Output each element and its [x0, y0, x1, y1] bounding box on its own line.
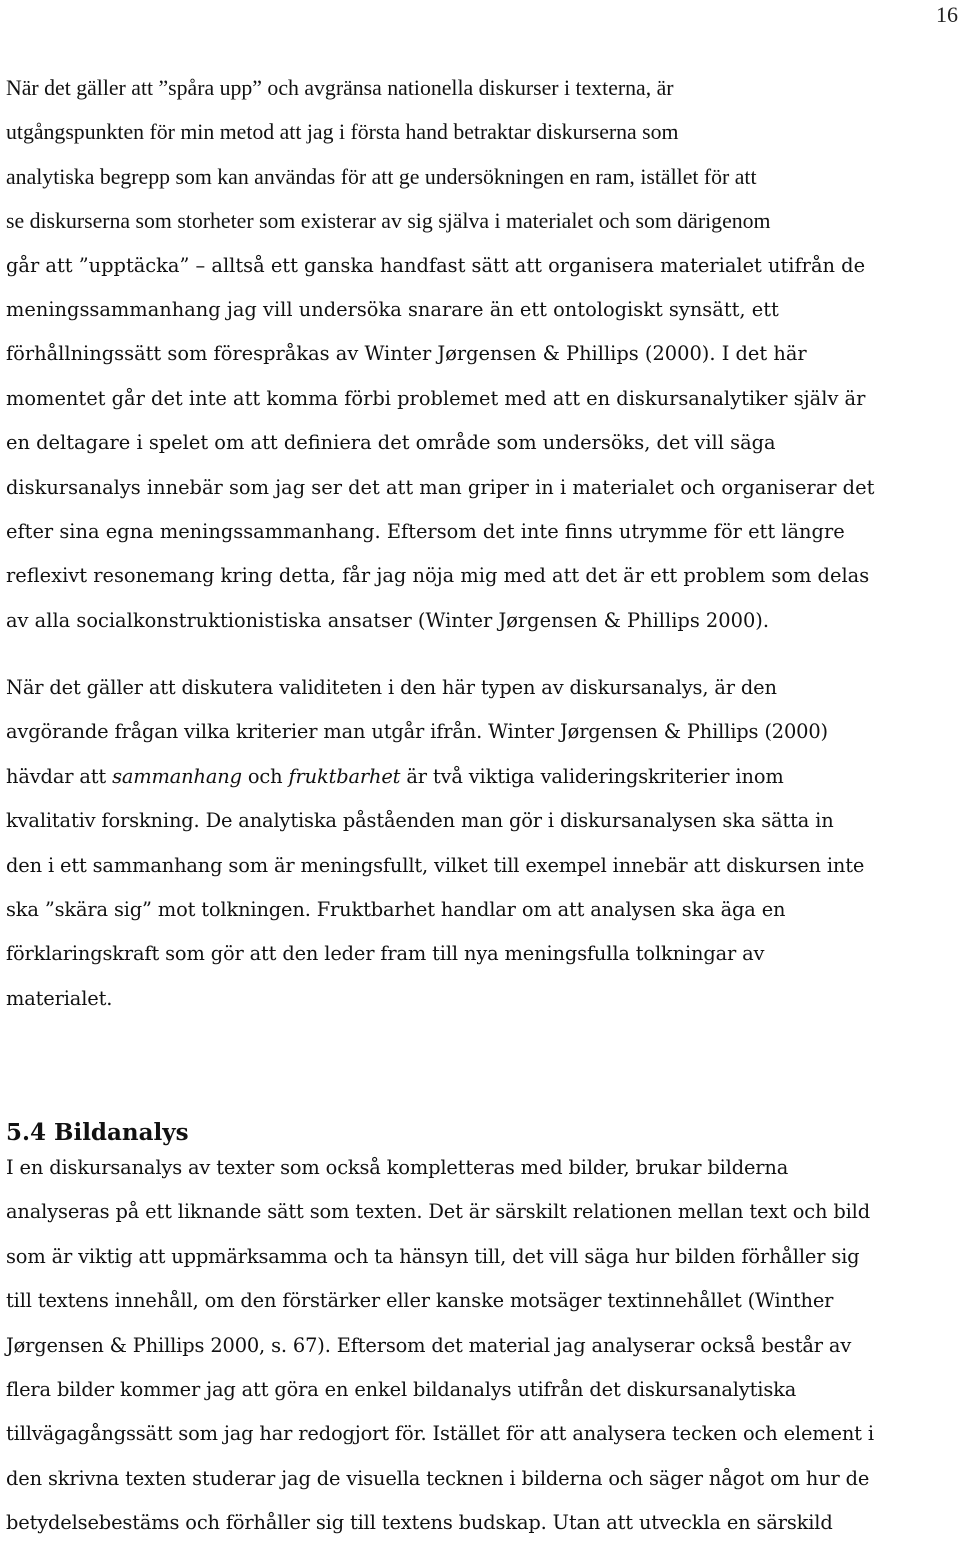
text-line: När det gäller att diskutera validiteten i den här typen av diskursanalys, är den [6, 676, 777, 699]
text-line: I en diskursanalys av texter som också kompletteras med bilder, brukar bilderna [6, 1156, 789, 1179]
emphasis-fruktbarhet: fruktbarhet [288, 764, 401, 788]
text-line: materialet. [6, 986, 113, 1010]
text-line: reflexivt resonemang kring detta, får jag nöja mig med att det är ett problem som delas [6, 564, 870, 588]
section-heading: 5.4 Bildanalys [6, 1119, 189, 1146]
text-segment: och [241, 764, 289, 788]
text-line: den i ett sammanhang som är meningsfullt, vilket till exempel innebär att diskursen inte [6, 853, 865, 877]
paragraph-validitet [6, 666, 958, 1021]
text-line: av alla socialkonstruktionistiska ansatser (Winter Jørgensen & Phillips 2000). [6, 608, 770, 632]
paragraph-nationella-diskurser [6, 66, 958, 643]
text-line: en deltagare i spelet om att definiera det område som undersöks, det vill säga [6, 431, 776, 455]
text-line: När det gäller att ”spåra upp” och avgränsa nationella diskurser i texterna, är [6, 76, 674, 100]
text-line: betydelsebestäms och förhåller sig till textens budskap. Utan att utveckla en särskild [6, 1511, 833, 1535]
text-line: utgångspunkten för min metod att jag i första hand betraktar diskurserna som [6, 120, 679, 145]
text-line: analyseras på ett liknande sätt som texten. Det är särskilt relationen mellan text och bild [6, 1200, 870, 1224]
text-line: meningssammanhang jag vill undersöka snarare än ett ontologiskt synsätt, ett [6, 297, 779, 321]
text-line: analytiska begrepp som kan användas för att ge undersökningen en ram, istället för att [6, 164, 757, 189]
text-line [6, 755, 958, 799]
text-line: ska ”skära sig” mot tolkningen. Fruktbarhet handlar om att analysen ska äga en [6, 897, 786, 921]
text-line: kvalitativ forskning. De analytiska påståenden man gör i diskursanalysen ska sätta in [6, 809, 834, 833]
text-line: momentet går det inte att komma förbi problemet med att en diskursanalytiker själv är [6, 386, 866, 410]
text-line: går att ”upptäcka” – alltså ett ganska handfast sätt att organisera materialet utifrån de [6, 253, 866, 277]
text-line: diskursanalys innebär som jag ser det att man griper in i materialet och organiserar det [6, 475, 875, 499]
text-line: tillvägagångssätt som jag har redogjort för. Istället för att analysera tecken och element i [6, 1422, 874, 1446]
text-line: Jørgensen & Phillips 2000, s. 67). Eftersom det material jag analyserar också består av [6, 1333, 852, 1357]
text-line: efter sina egna meningssammanhang. Eftersom det inte finns utrymme för ett längre [6, 519, 845, 543]
text-line: som är viktig att uppmärksamma och ta hänsyn till, det vill säga hur bilden förhåller sig [6, 1244, 860, 1268]
text-line: se diskurserna som storheter som existerar av sig själva i materialet och som därigenom [6, 209, 771, 234]
text-line: till textens innehåll, om den förstärker eller kanske motsäger textinnehållet (Winther [6, 1289, 834, 1313]
text-segment: är två viktiga valideringskriterier inom [400, 764, 784, 788]
text-line: flera bilder kommer jag att göra en enkel bildanalys utifrån det diskursanalytiska [6, 1377, 797, 1401]
text-line: förhållningssätt som förespråkas av Winter Jørgensen & Phillips (2000). I det här [6, 342, 807, 366]
text-line: förklaringskraft som gör att den leder fram till nya meningsfulla tolkningar av [6, 942, 765, 966]
page-number: 16 [936, 2, 958, 27]
text-line: avgörande frågan vilka kriterier man utgår ifrån. Winter Jørgensen & Phillips (2000) [6, 720, 828, 744]
paragraph-bildanalys [6, 1146, 958, 1546]
text-segment: hävdar att [6, 764, 113, 788]
emphasis-sammanhang: sammanhang [112, 764, 242, 788]
text-line: den skrivna texten studerar jag de visuella tecknen i bilderna och säger något om hur de [6, 1466, 870, 1490]
